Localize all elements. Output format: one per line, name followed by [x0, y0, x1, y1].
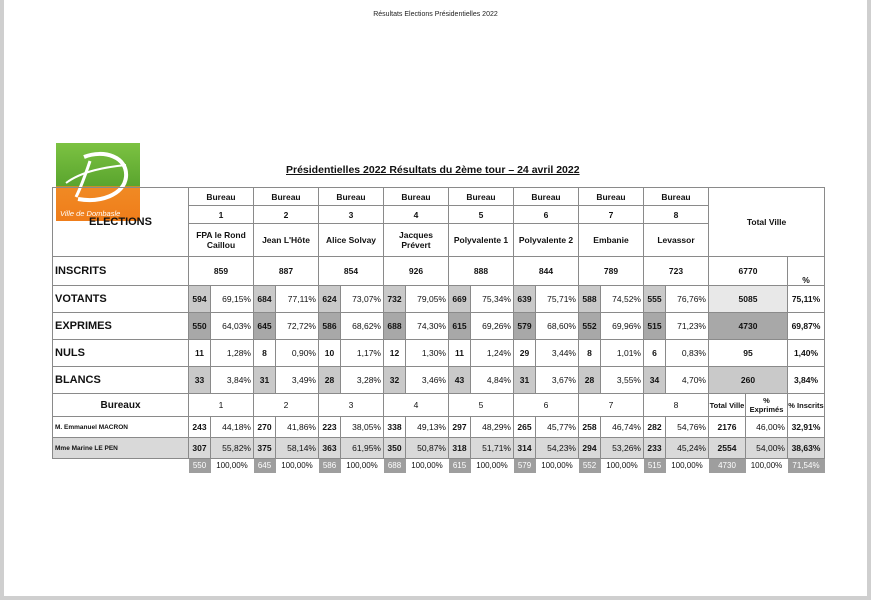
stat-row [53, 340, 825, 367]
stat-count: 32 [384, 367, 406, 394]
bureau-name: Polyvalente 1 [449, 224, 514, 257]
stat-count: 8 [254, 340, 276, 367]
bureau-number: 8 [644, 206, 709, 224]
footer-count: 552 [579, 459, 601, 473]
candidate-pct-exprimes: 54,00% [746, 438, 788, 459]
stat-pct: 1,17% [341, 340, 384, 367]
stat-count: 550 [189, 313, 211, 340]
stat-pct: 1,30% [406, 340, 449, 367]
candidate-pct: 58,14% [276, 438, 319, 459]
candidate-pct: 49,13% [406, 417, 449, 438]
row-label: EXPRIMES [53, 313, 189, 340]
row-label: NULS [53, 340, 189, 367]
candidate-pct-inscrits: 38,63% [788, 438, 825, 459]
stat-count: 615 [449, 313, 471, 340]
stat-count: 579 [514, 313, 536, 340]
pct-exprimes-header: % Exprimés [746, 394, 788, 417]
stat-count: 588 [579, 286, 601, 313]
bureaux-label: Bureaux [53, 394, 189, 417]
stat-count: 639 [514, 286, 536, 313]
stat-pct: 4,70% [666, 367, 709, 394]
stat-count: 11 [449, 340, 471, 367]
bureau-word: Bureau [189, 188, 254, 206]
results-table [52, 187, 825, 473]
inscrits-value: 859 [189, 257, 254, 286]
footer-pct: 100,00% [216, 461, 248, 471]
bureau-word: Bureau [384, 188, 449, 206]
candidate-pct: 54,76% [666, 417, 709, 438]
stat-count: 31 [254, 367, 276, 394]
stat-pct: 79,05% [406, 286, 449, 313]
bureau-word: Bureau [579, 188, 644, 206]
candidate-pct: 44,18% [211, 417, 254, 438]
stat-pct: 3,67% [536, 367, 579, 394]
candidate-votes: 363 [319, 438, 341, 459]
stat-pct: 3,84% [211, 367, 254, 394]
candidate-pct: 55,82% [211, 438, 254, 459]
stat-count: 624 [319, 286, 341, 313]
candidate-name: M. Emmanuel MACRON [53, 417, 189, 438]
bureau-name: FPA le Rond Caillou [189, 224, 254, 257]
footer-count: 586 [319, 459, 341, 473]
stat-count: 34 [644, 367, 666, 394]
stat-pct: 75,34% [471, 286, 514, 313]
inscrits-value: 723 [644, 257, 709, 286]
candidate-votes: 294 [579, 438, 601, 459]
bureau-name: Levassor [644, 224, 709, 257]
stat-pct: 4,84% [471, 367, 514, 394]
candidate-total: 2554 [709, 438, 746, 459]
bureau-number: 5 [449, 394, 514, 417]
stat-pct: 64,03% [211, 313, 254, 340]
stat-count: 669 [449, 286, 471, 313]
footer-spacer [53, 459, 189, 473]
candidate-votes: 243 [189, 417, 211, 438]
candidate-pct: 41,86% [276, 417, 319, 438]
bureau-number: 8 [644, 394, 709, 417]
candidate-pct: 45,77% [536, 417, 579, 438]
stat-pct: 3,55% [601, 367, 644, 394]
candidate-votes: 282 [644, 417, 666, 438]
inscrits-row [53, 257, 825, 286]
candidate-votes: 314 [514, 438, 536, 459]
stat-count: 10 [319, 340, 341, 367]
stat-count: 28 [319, 367, 341, 394]
candidate-pct: 50,87% [406, 438, 449, 459]
candidate-pct: 38,05% [341, 417, 384, 438]
page-title: Présidentielles 2022 Résultats du 2ème tour – 24 avril 2022 [286, 164, 580, 176]
candidate-row [53, 438, 825, 459]
stat-total: 5085 [709, 286, 788, 313]
stat-pct: 3,44% [536, 340, 579, 367]
stat-total: 95 [709, 340, 788, 367]
stat-pct: 0,83% [666, 340, 709, 367]
stat-pct: 69,96% [601, 313, 644, 340]
candidate-votes: 307 [189, 438, 211, 459]
candidate-pct-inscrits: 32,91% [788, 417, 825, 438]
stat-count: 684 [254, 286, 276, 313]
bureau-name: Jacques Prévert [384, 224, 449, 257]
stat-row [53, 367, 825, 394]
bureaux-row [53, 394, 825, 417]
inscrits-value: 789 [579, 257, 644, 286]
stat-count: 11 [189, 340, 211, 367]
inscrits-value: 854 [319, 257, 384, 286]
stat-count: 31 [514, 367, 536, 394]
stat-count: 594 [189, 286, 211, 313]
stat-count: 8 [579, 340, 601, 367]
footer-count: 645 [254, 459, 276, 473]
stat-pct: 74,30% [406, 313, 449, 340]
bureau-number: 3 [319, 206, 384, 224]
candidate-pct: 53,26% [601, 438, 644, 459]
footer-count: 579 [514, 459, 536, 473]
bureau-number: 2 [254, 394, 319, 417]
stat-count: 6 [644, 340, 666, 367]
candidate-pct-exprimes: 46,00% [746, 417, 788, 438]
stat-count: 43 [449, 367, 471, 394]
stat-count: 33 [189, 367, 211, 394]
bureau-number: 5 [449, 206, 514, 224]
stat-pct: 69,26% [471, 313, 514, 340]
footer-pct-inscrits: 71,54% [788, 459, 825, 473]
footer-total-row [53, 459, 825, 473]
inscrits-value: 888 [449, 257, 514, 286]
stat-count: 515 [644, 313, 666, 340]
row-label: INSCRITS [53, 257, 189, 286]
row-label: VOTANTS [53, 286, 189, 313]
bureau-name: Alice Solvay [319, 224, 384, 257]
candidate-votes: 270 [254, 417, 276, 438]
bureau-number: 4 [384, 394, 449, 417]
candidate-votes: 375 [254, 438, 276, 459]
stat-pct: 75,71% [536, 286, 579, 313]
stat-total-pct: 3,84% [788, 367, 825, 394]
stat-count: 29 [514, 340, 536, 367]
bureau-word: Bureau [514, 188, 579, 206]
footer-total: 4730 [709, 459, 746, 473]
bureau-name: Embanie [579, 224, 644, 257]
stat-count: 12 [384, 340, 406, 367]
candidate-votes: 223 [319, 417, 341, 438]
footer-count: 550 [189, 459, 211, 473]
stat-pct: 1,28% [211, 340, 254, 367]
footer-pct: 100,00% [476, 461, 508, 471]
stat-pct: 76,76% [666, 286, 709, 313]
stat-pct: 71,23% [666, 313, 709, 340]
stat-count: 28 [579, 367, 601, 394]
stat-count: 732 [384, 286, 406, 313]
candidate-pct: 51,71% [471, 438, 514, 459]
inscrits-value: 926 [384, 257, 449, 286]
candidate-total: 2176 [709, 417, 746, 438]
stat-total: 260 [709, 367, 788, 394]
pct-header: % [788, 257, 825, 286]
bureau-number: 3 [319, 394, 384, 417]
stat-pct: 1,24% [471, 340, 514, 367]
footer-pct: 100,00% [606, 461, 638, 471]
stat-pct: 3,49% [276, 367, 319, 394]
candidate-votes: 258 [579, 417, 601, 438]
row-label: BLANCS [53, 367, 189, 394]
candidate-pct: 46,74% [601, 417, 644, 438]
stat-pct: 0,90% [276, 340, 319, 367]
footer-count: 688 [384, 459, 406, 473]
footer-count: 615 [449, 459, 471, 473]
bureau-number: 1 [189, 394, 254, 417]
stat-total-pct: 75,11% [788, 286, 825, 313]
candidate-pct: 54,23% [536, 438, 579, 459]
bureau-number: 1 [189, 206, 254, 224]
stat-count: 645 [254, 313, 276, 340]
stat-total-pct: 69,87% [788, 313, 825, 340]
bureau-word-row [53, 188, 825, 206]
candidate-pct: 45,24% [666, 438, 709, 459]
footer-pct: 100,00% [541, 461, 573, 471]
bureau-number: 7 [579, 206, 644, 224]
stat-pct: 73,07% [341, 286, 384, 313]
bureau-word: Bureau [449, 188, 514, 206]
footer-count: 515 [644, 459, 666, 473]
stat-pct: 68,60% [536, 313, 579, 340]
stat-pct: 3,46% [406, 367, 449, 394]
stat-row [53, 313, 825, 340]
pct-inscrits-header: % Inscrits [788, 394, 825, 417]
stat-count: 688 [384, 313, 406, 340]
stat-count: 586 [319, 313, 341, 340]
bureau-number: 2 [254, 206, 319, 224]
candidate-votes: 233 [644, 438, 666, 459]
stat-pct: 1,01% [601, 340, 644, 367]
stat-pct: 72,72% [276, 313, 319, 340]
bureau-name: Polyvalente 2 [514, 224, 579, 257]
bureau-number: 4 [384, 206, 449, 224]
footer-pct: 100,00% [281, 461, 313, 471]
stat-pct: 74,52% [601, 286, 644, 313]
candidate-pct: 48,29% [471, 417, 514, 438]
bureau-name: Jean L'Hôte [254, 224, 319, 257]
bureau-word: Bureau [644, 188, 709, 206]
stat-pct: 68,62% [341, 313, 384, 340]
stat-row [53, 286, 825, 313]
inscrits-total: 6770 [709, 257, 788, 286]
bureau-number: 6 [514, 206, 579, 224]
stat-count: 552 [579, 313, 601, 340]
stat-pct: 77,11% [276, 286, 319, 313]
footer-pct: 100,00% [346, 461, 378, 471]
total-ville-header: Total Ville [709, 188, 825, 257]
stat-count: 555 [644, 286, 666, 313]
candidate-votes: 350 [384, 438, 406, 459]
candidate-name: Mme Marine LE PEN [53, 438, 189, 459]
stat-total-pct: 1,40% [788, 340, 825, 367]
candidate-votes: 338 [384, 417, 406, 438]
footer-pct: 100,00% [671, 461, 703, 471]
page-header: Résultats Elections Présidentielles 2022 [373, 11, 498, 18]
stat-total: 4730 [709, 313, 788, 340]
candidate-row [53, 417, 825, 438]
candidate-pct: 61,95% [341, 438, 384, 459]
logo-text: Ville de Dombasle [60, 209, 121, 218]
total-ville-subheader: Total Ville [709, 394, 746, 417]
inscrits-value: 887 [254, 257, 319, 286]
document-page [4, 0, 867, 596]
footer-pct: 100,00% [411, 461, 443, 471]
candidate-votes: 318 [449, 438, 471, 459]
bureau-word: Bureau [319, 188, 384, 206]
candidate-votes: 297 [449, 417, 471, 438]
bureau-number: 6 [514, 394, 579, 417]
stat-pct: 3,28% [341, 367, 384, 394]
stat-pct: 69,15% [211, 286, 254, 313]
inscrits-value: 844 [514, 257, 579, 286]
footer-pct-exprimes: 100,00% [750, 461, 783, 471]
bureau-word: Bureau [254, 188, 319, 206]
elections-label: ELECTIONS [53, 188, 189, 257]
candidate-votes: 265 [514, 417, 536, 438]
bureau-number: 7 [579, 394, 644, 417]
